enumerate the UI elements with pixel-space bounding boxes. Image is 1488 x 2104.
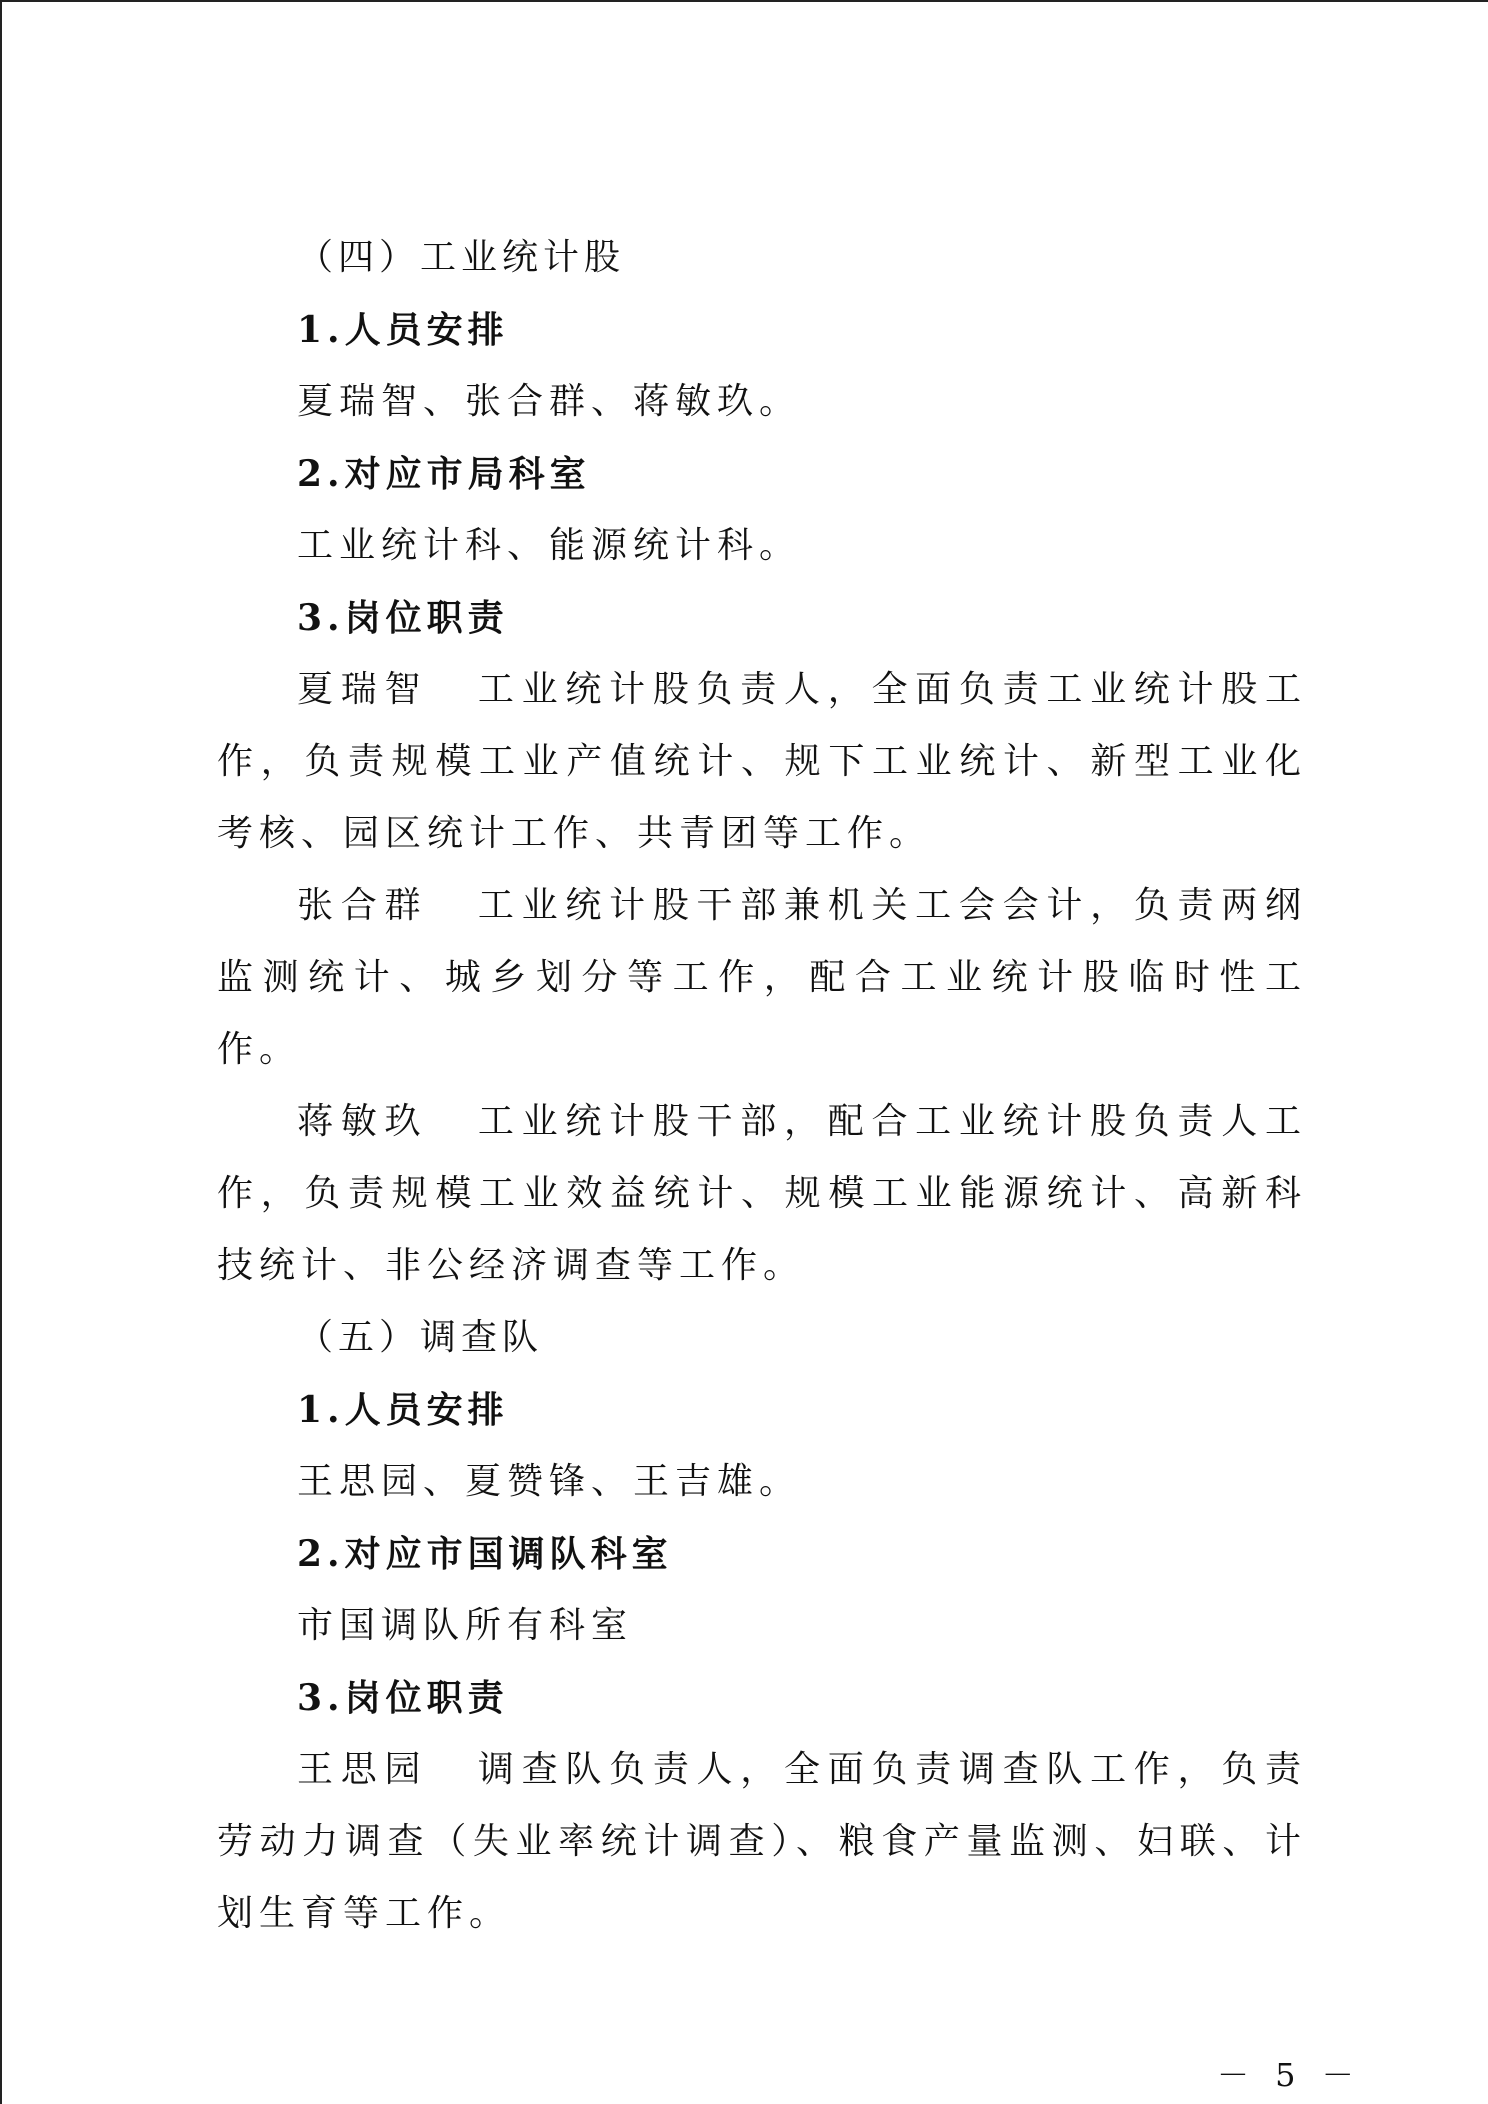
dept-list: 市国调队所有科室 bbox=[297, 1605, 634, 1646]
staff-name: 王思园 bbox=[297, 1749, 429, 1790]
duty-text: 工业统计股干部，配合工业统计股负责人工作，负责规模工业效益统计、规模工业能源统计、高新科技统计、非公经济调查等工作。 bbox=[217, 1101, 1307, 1286]
duty-paragraph bbox=[217, 870, 1307, 1086]
section-heading: （四）工业统计股 bbox=[297, 237, 626, 278]
duty-paragraph bbox=[217, 654, 1307, 870]
subheading-staff: 1.人员安排 bbox=[297, 309, 509, 351]
page-content bbox=[217, 222, 1307, 1950]
dept-list: 工业统计科、能源统计科。 bbox=[297, 525, 802, 566]
duty-paragraph bbox=[217, 1086, 1307, 1302]
staff-list: 夏瑞智、张合群、蒋敏玖。 bbox=[297, 381, 802, 422]
staff-name: 张合群 bbox=[297, 885, 429, 926]
subheading-dept: 2.对应市国调队科室 bbox=[297, 1533, 673, 1575]
subheading-duty: 3.岗位职责 bbox=[297, 597, 509, 639]
duty-text: 调查队负责人，全面负责调查队工作，负责劳动力调查（失业率统计调查）、粮食产量监测、妇联、计划生育等工作。 bbox=[217, 1749, 1307, 1934]
subheading-duty: 3.岗位职责 bbox=[297, 1677, 509, 1719]
duty-paragraph bbox=[217, 1734, 1307, 1950]
staff-list: 王思园、夏赞锋、王吉雄。 bbox=[297, 1461, 802, 1502]
duty-text: 工业统计股负责人，全面负责工业统计股工作，负责规模工业产值统计、规下工业统计、新型工业化考核、园区统计工作、共青团等工作。 bbox=[217, 669, 1307, 854]
section-heading: （五）调查队 bbox=[297, 1317, 544, 1358]
staff-name: 蒋敏玖 bbox=[297, 1101, 429, 1142]
page-number: － 5 － bbox=[1217, 2056, 1362, 2094]
subheading-staff: 1.人员安排 bbox=[297, 1389, 509, 1431]
duty-text: 工业统计股干部兼机关工会会计，负责两纲监测统计、城乡划分等工作，配合工业统计股临时性工作。 bbox=[217, 885, 1307, 1070]
subheading-dept: 2.对应市局科室 bbox=[297, 453, 591, 495]
staff-name: 夏瑞智 bbox=[297, 669, 429, 710]
